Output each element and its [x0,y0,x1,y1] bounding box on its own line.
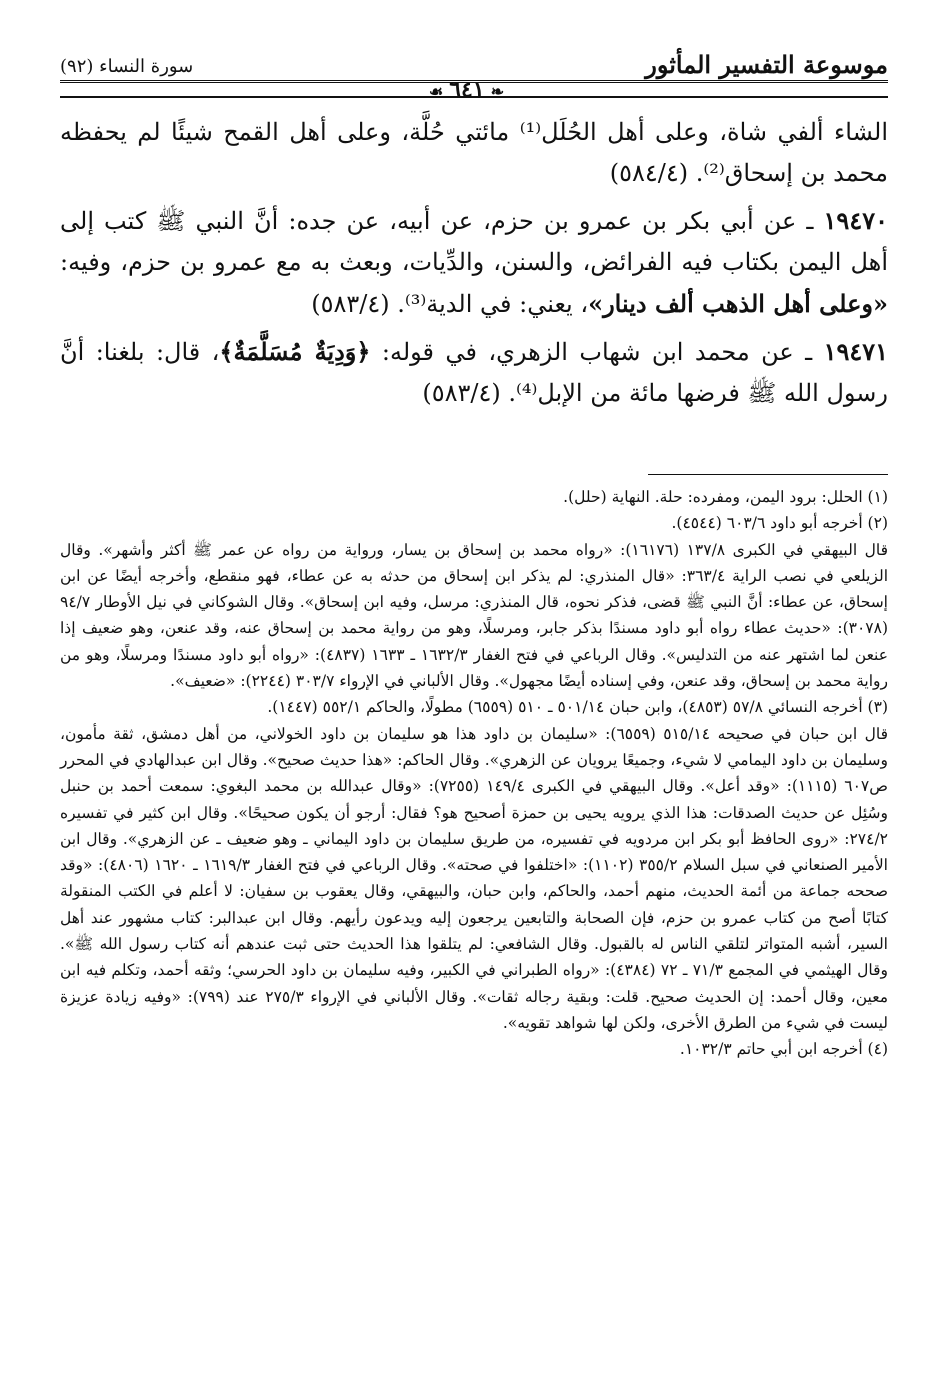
hadith-text-end: ، يعني: في الدية⁽³⁾. (٥٨٣/٤) [311,290,589,318]
footnote-separator [648,474,888,475]
footnote-4: (٤) أخرجه ابن أبي حاتم ١٠٣٢/٣. [679,1040,888,1059]
footnote-2: (٢) أخرجه أبو داود ٦٠٣/٦ (٤٥٤٤). [671,514,888,533]
hadith-text: ـ عن أبي بكر بن عمرو بن حزم، عن أبيه، عن جده: أنَّ النبي ﷺ كتب إلى أهل اليمن بكتاب فيه الفرائض، والسنن، والدِّيات، وبعث به مع عمرو بن حزم، وفيه: [60,207,889,276]
hadith-19470 [60,200,888,325]
footnote-2-commentary: قال البيهقي في الكبرى ١٣٧/٨ (١٦١٧٦): «رواه محمد بن إسحاق بن يسار، ورواية من رواه عن عمر ﷺ أكثر وأشهر». وقال الزيلعي في نصب الراية ٣٦٣/٤: «قال المنذري: لم يذكر ابن إسحاق من حدثه به عن عطاء، فهو منقطع، وأخرجه أيضًا عن ابن إسحاق، عن عطاء: أنَّ النبي ﷺ قضى، فذكر نحوه، قال المنذري: مرسل، وفيه ابن إسحاق». وقال الشوكاني في نيل الأوطار ٩٤/٧ (٣٠٧٨): «حديث عطاء رواه أبو داود مسندًا بذكر جابر، ومرسلًا، وهو من رواية محمد بن إسحاق عنه، وقد عنعن، وهو ضعيف إذا عنعن لما اشتهر عنه من التدليس». وقال الرباعي في فتح الغفار ١٦٣٢/٣ ـ ١٦٣٣ (٤٨٣٧): «رواه أبو داود مسندًا ومرسلًا، وهو من رواية محمد بن إسحاق، وقد عنعن، وفي إسناده أيضًا مجهول». وقال الألباني في الإرواء ٣٠٣/٧ (٢٢٤٤): «ضعيف». [60,540,888,691]
hadith-text-end: ، قال: بلغنا: أنَّ رسول الله ﷺ فرضها مائة من الإبل⁽⁴⁾. (٥٨٣/٤) [60,338,888,407]
hadith-number: ١٩٤٧٠ [823,206,888,235]
hadith-number: ١٩٤٧١ [823,337,889,366]
hadith-19471 [60,331,888,414]
footnote-3: (٣) أخرجه النسائي ٥٧/٨ (٤٨٥٣)، وابن حبان ٥٠١/١٤ ـ ٥١٠ (٦٥٥٩) مطولًا، والحاكم ٥٥٢/١ (١٤٤٧). [267,698,888,717]
quran-quote: ﴿وَدِيَةٌ مُسَلَّمَةٌ﴾ [219,337,371,366]
ornament-icon: ❧ [490,82,505,101]
book-title: موسوعة التفسير المأثور [645,50,888,79]
footnotes [60,484,888,1063]
footnote-3-commentary: قال ابن حبان في صحيحه ٥١٥/١٤ (٦٥٥٩): «سليمان بن داود هذا هو سليمان بن داود الخولاني، من أهل دمشق، ثقة مأمون، وسليمان بن داود اليمامي لا شيء، وجميعًا يرويان عن الزهري». وقال الحاكم: «هذا حديث صحيح». وقال ابن عبدالهادي في المحرر ص٦٠٧ (١١١٥): «وقد أعل». وقال البيهقي في الكبرى ١٤٩/٤ (٧٢٥٥): «وقال عبدالله بن محمد البغوي: سمعت أحمد بن حنبل وسُئِل عن حديث الصدقات: هذا الذي يرويه يحيى بن حمزة أصحيح هو؟ فقال: أرجو أن يكون صحيحًا». وقال ابن كثير في تفسيره ٢٧٤/٢: «روى الحافظ أبو بكر ابن مردويه في تفسيره، من طريق سليمان بن داود اليماني ـ وهو ضعيف ـ عن الزهري». وقال ابن الأمير الصنعاني في سبل السلام ٣٥٥/٢ (١١٠٢): «اختلفوا في صحته». وقال الرباعي في فتح الغفار ١٦١٩/٣ ـ ١٦٢٠ (٤٨٠٦): «وقد صححه جماعة من أئمة الحديث، منهم أحمد، والحاكم، وابن حبان، والبيهقي، وقال يعقوب بن سفيان: لا أعلم في الكتب المنقولة كتابًا أصح من كتاب عمرو بن حزم، فإن الصحابة والتابعين يرجعون إليه ويدعون رأيهم. وقال ابن عبدالبر: كتاب مشهور عند أهل السير، أشبه المتواتر لتلقي الناس له بالقبول. وقال الشافعي: لم يتلقوا هذا الحديث حتى ثبت عندهم أنه كتاب رسول الله ﷺ». وقال الهيثمي في المجمع ٧١/٣ ـ ٧٢ (٤٣٨٤): «رواه الطبراني في الكبير، وفيه سليمان بن داود الحرسي؛ وثقه أحمد، وتكلم فيه ابن معين، وقال أحمد: إن الحديث صحيح. قلت: وبقية رجاله ثقات». وقال الألباني في الإرواء ٢٧٥/٣ عند (٧٩٩): «وفيه زيادة عزيزة ليست في شيء من الطرق الأخرى، ولكن لها شواهد تقويه». [60,724,888,1032]
surah-label: سورة النساء (٩٢) [60,56,194,77]
hadith-text: ـ عن محمد ابن شهاب الزهري، في قوله: [381,338,813,366]
hadith-quote: «وعلى أهل الذهب ألف دينار» [588,289,888,318]
paragraph-continuation: الشاء ألفي شاة، وعلى أهل الحُلَل⁽¹⁾ مائتي حُلَّة، وعلى أهل القمح شيئًا لم يحفظه محمد بن إسحاق⁽²⁾. (٥٨٤/٤) [60,118,888,187]
page-number-block [0,77,933,103]
header-rule-bottom [60,96,888,98]
page-number: ٦٤١ [449,77,485,103]
footnote-1: (١) الحلل: برود اليمن، ومفرده: حلة. النهاية (حلل). [563,488,888,506]
main-text [60,112,888,420]
ornament-icon: ☙ [428,82,444,101]
